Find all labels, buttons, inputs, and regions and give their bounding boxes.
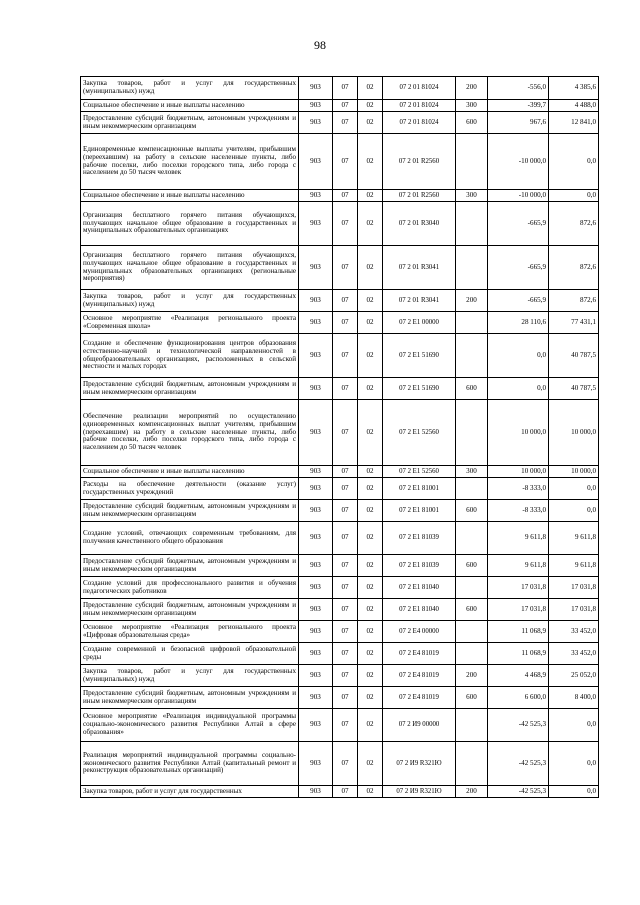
row-name: Организация бесплатного горячего питания обучающихся, получающих начальное общее образование в государственных и муниципальных образовательных организациях (региональные мероприятия)	[81, 246, 299, 290]
row-name: Предоставление субсидий бюджетным, автономным учреждениям и иным некоммерческим организациям	[81, 687, 299, 709]
row-amount-1: 17 031,8	[488, 577, 549, 599]
row-name: Предоставление субсидий бюджетным, автономным учреждениям и иным некоммерческим организациям	[81, 555, 299, 577]
row-amount-2: 8 400,0	[549, 687, 599, 709]
table-row	[81, 466, 599, 478]
row-code: 903	[299, 555, 333, 577]
row-vr	[456, 577, 488, 599]
row-csr: 07 2 E1 81001	[383, 478, 456, 500]
row-amount-2: 0,0	[549, 500, 599, 522]
row-subsection: 02	[358, 555, 383, 577]
row-section: 07	[333, 112, 358, 134]
row-amount-1: 10 000,0	[488, 400, 549, 466]
row-section: 07	[333, 478, 358, 500]
row-section: 07	[333, 786, 358, 798]
row-subsection: 02	[358, 500, 383, 522]
row-amount-2: 9 611,8	[549, 555, 599, 577]
row-name: Создание современной и безопасной цифровой образовательной среды	[81, 643, 299, 665]
row-subsection: 02	[358, 599, 383, 621]
table-row	[81, 786, 599, 798]
row-name: Закупка товаров, работ и услуг для государственных	[81, 786, 299, 798]
row-section: 07	[333, 290, 358, 312]
row-section: 07	[333, 466, 358, 478]
table-row	[81, 687, 599, 709]
row-vr	[456, 202, 488, 246]
row-code: 903	[299, 500, 333, 522]
row-code: 903	[299, 687, 333, 709]
row-subsection: 02	[358, 577, 383, 599]
row-csr: 07 2 E1 81040	[383, 577, 456, 599]
row-vr: 600	[456, 599, 488, 621]
row-csr: 07 2 01 R3041	[383, 246, 456, 290]
page-number: 98	[314, 38, 326, 52]
row-name: Создание условий для профессионального развития и обучения педагогических работников	[81, 577, 299, 599]
row-amount-2: 4 488,0	[549, 100, 599, 112]
row-name: Основное мероприятие «Реализация регионального проекта «Современная школа»	[81, 312, 299, 334]
row-csr: 07 2 И9 R321Ю	[383, 742, 456, 786]
row-subsection: 02	[358, 334, 383, 378]
row-csr: 07 2 E4 81019	[383, 643, 456, 665]
table-row	[81, 665, 599, 687]
row-amount-2: 4 385,6	[549, 77, 599, 100]
row-code: 903	[299, 400, 333, 466]
row-code: 903	[299, 134, 333, 190]
row-csr: 07 2 E4 81019	[383, 687, 456, 709]
row-name: Реализация мероприятий индивидуальной программы социально-экономического развития Республики Алтай (капитальный ремонт и реконструкция образовательных организаций)	[81, 742, 299, 786]
row-amount-2: 0,0	[549, 478, 599, 500]
row-amount-1: -8 333,0	[488, 478, 549, 500]
table-row	[81, 500, 599, 522]
row-csr: 07 2 01 R3041	[383, 290, 456, 312]
row-csr: 07 2 01 81024	[383, 77, 456, 100]
row-name: Основное мероприятие «Реализация индивидуальной программы социально-экономического развития Республики Алтай в сфере образования»	[81, 709, 299, 742]
row-amount-2: 40 787,5	[549, 378, 599, 400]
row-section: 07	[333, 643, 358, 665]
row-vr: 300	[456, 190, 488, 202]
row-code: 903	[299, 100, 333, 112]
row-vr: 300	[456, 466, 488, 478]
row-vr	[456, 334, 488, 378]
row-name: Единовременные компенсационные выплаты учителям, прибывшим (переехавшим) на работу в сельские населенные пункты, либо рабочие поселки, либо поселки городского типа, либо города с населением до 50 тысяч человек	[81, 134, 299, 190]
row-csr: 07 2 E4 81019	[383, 665, 456, 687]
table-row	[81, 621, 599, 643]
row-csr: 07 2 01 81024	[383, 100, 456, 112]
table-row	[81, 742, 599, 786]
row-vr: 600	[456, 555, 488, 577]
row-name: Социальное обеспечение и иные выплаты населению	[81, 100, 299, 112]
row-subsection: 02	[358, 190, 383, 202]
row-code: 903	[299, 522, 333, 555]
row-amount-2: 872,6	[549, 290, 599, 312]
row-amount-1: -10 000,0	[488, 190, 549, 202]
row-section: 07	[333, 599, 358, 621]
row-code: 903	[299, 599, 333, 621]
row-name: Социальное обеспечение и иные выплаты населению	[81, 190, 299, 202]
row-section: 07	[333, 522, 358, 555]
row-csr: 07 2 E1 51690	[383, 378, 456, 400]
row-csr: 07 2 01 R3040	[383, 202, 456, 246]
row-code: 903	[299, 378, 333, 400]
row-code: 903	[299, 466, 333, 478]
row-section: 07	[333, 400, 358, 466]
row-subsection: 02	[358, 77, 383, 100]
row-csr: 07 2 E1 81040	[383, 599, 456, 621]
row-amount-1: -399,7	[488, 100, 549, 112]
row-code: 903	[299, 786, 333, 798]
row-csr: 07 2 E4 00000	[383, 621, 456, 643]
row-amount-2: 25 052,0	[549, 665, 599, 687]
row-amount-1: 9 611,8	[488, 522, 549, 555]
table-row	[81, 522, 599, 555]
row-code: 903	[299, 77, 333, 100]
row-name: Предоставление субсидий бюджетным, автономным учреждениям и иным некоммерческим организациям	[81, 112, 299, 134]
table-row	[81, 599, 599, 621]
row-code: 903	[299, 643, 333, 665]
table-row	[81, 246, 599, 290]
row-name: Создание и обеспечение функционирования центров образования естественно-научной и технологической направленностей в общеобразовательных организациях, расположенных в сельской местности и малых городах	[81, 334, 299, 378]
row-name: Закупка товаров, работ и услуг для государственных (муниципальных) нужд	[81, 290, 299, 312]
row-subsection: 02	[358, 400, 383, 466]
row-code: 903	[299, 577, 333, 599]
row-csr: 07 2 01 R2560	[383, 190, 456, 202]
row-section: 07	[333, 312, 358, 334]
row-vr: 200	[456, 290, 488, 312]
row-vr: 600	[456, 378, 488, 400]
row-amount-2: 9 611,8	[549, 522, 599, 555]
row-code: 903	[299, 246, 333, 290]
row-amount-1: -665,9	[488, 290, 549, 312]
row-section: 07	[333, 190, 358, 202]
row-section: 07	[333, 709, 358, 742]
row-vr	[456, 478, 488, 500]
row-amount-1: 10 000,0	[488, 466, 549, 478]
table-row	[81, 709, 599, 742]
row-csr: 07 2 И9 00000	[383, 709, 456, 742]
row-csr: 07 2 01 R2560	[383, 134, 456, 190]
row-amount-2: 0,0	[549, 709, 599, 742]
row-code: 903	[299, 334, 333, 378]
row-subsection: 02	[358, 786, 383, 798]
row-name: Закупка товаров, работ и услуг для государственных (муниципальных) нужд	[81, 77, 299, 100]
row-vr	[456, 400, 488, 466]
row-csr: 07 2 E1 81039	[383, 522, 456, 555]
row-amount-1: 0,0	[488, 334, 549, 378]
row-section: 07	[333, 100, 358, 112]
row-section: 07	[333, 246, 358, 290]
row-name: Организация бесплатного горячего питания обучающихся, получающих начальное общее образование в государственных и муниципальных образовательных организациях	[81, 202, 299, 246]
row-code: 903	[299, 312, 333, 334]
row-subsection: 02	[358, 665, 383, 687]
row-amount-1: 28 110,6	[488, 312, 549, 334]
row-code: 903	[299, 478, 333, 500]
row-name: Предоставление субсидий бюджетным, автономным учреждениям и иным некоммерческим организациям	[81, 599, 299, 621]
row-amount-2: 872,6	[549, 202, 599, 246]
row-amount-1: -665,9	[488, 246, 549, 290]
row-section: 07	[333, 77, 358, 100]
row-vr: 600	[456, 500, 488, 522]
row-csr: 07 2 E1 81039	[383, 555, 456, 577]
table-row	[81, 190, 599, 202]
row-vr	[456, 312, 488, 334]
row-vr	[456, 246, 488, 290]
row-amount-1: -10 000,0	[488, 134, 549, 190]
row-code: 903	[299, 202, 333, 246]
row-amount-1: 6 600,0	[488, 687, 549, 709]
row-code: 903	[299, 190, 333, 202]
row-name: Социальное обеспечение и иные выплаты населению	[81, 466, 299, 478]
row-section: 07	[333, 742, 358, 786]
row-code: 903	[299, 290, 333, 312]
row-subsection: 02	[358, 478, 383, 500]
row-amount-2: 0,0	[549, 190, 599, 202]
row-vr	[456, 643, 488, 665]
row-amount-1: 11 068,9	[488, 643, 549, 665]
row-vr: 200	[456, 77, 488, 100]
row-subsection: 02	[358, 742, 383, 786]
table-row	[81, 312, 599, 334]
row-amount-2: 33 452,0	[549, 643, 599, 665]
row-name: Основное мероприятие «Реализация регионального проекта «Цифровая образовательная среда»	[81, 621, 299, 643]
row-amount-1: -665,9	[488, 202, 549, 246]
row-section: 07	[333, 555, 358, 577]
row-amount-2: 77 431,1	[549, 312, 599, 334]
row-name: Закупка товаров, работ и услуг для государственных (муниципальных) нужд	[81, 665, 299, 687]
row-amount-2: 17 031,8	[549, 599, 599, 621]
row-subsection: 02	[358, 709, 383, 742]
row-code: 903	[299, 665, 333, 687]
row-section: 07	[333, 665, 358, 687]
row-amount-1: 11 068,9	[488, 621, 549, 643]
row-csr: 07 2 E1 52560	[383, 466, 456, 478]
row-amount-1: -556,0	[488, 77, 549, 100]
row-vr: 200	[456, 786, 488, 798]
row-vr	[456, 742, 488, 786]
row-subsection: 02	[358, 466, 383, 478]
budget-table-body	[81, 77, 599, 798]
row-csr: 07 2 E1 81001	[383, 500, 456, 522]
row-code: 903	[299, 112, 333, 134]
row-subsection: 02	[358, 522, 383, 555]
row-subsection: 02	[358, 112, 383, 134]
row-amount-1: 4 468,9	[488, 665, 549, 687]
table-row	[81, 400, 599, 466]
row-amount-2: 0,0	[549, 786, 599, 798]
row-name: Расходы на обеспечение деятельности (оказание услуг) государственных учреждений	[81, 478, 299, 500]
row-amount-2: 40 787,5	[549, 334, 599, 378]
table-row	[81, 643, 599, 665]
row-code: 903	[299, 621, 333, 643]
row-amount-1: 0,0	[488, 378, 549, 400]
row-subsection: 02	[358, 312, 383, 334]
row-vr	[456, 621, 488, 643]
table-row	[81, 478, 599, 500]
table-row	[81, 555, 599, 577]
row-section: 07	[333, 334, 358, 378]
row-section: 07	[333, 134, 358, 190]
row-subsection: 02	[358, 246, 383, 290]
row-section: 07	[333, 687, 358, 709]
row-amount-2: 0,0	[549, 134, 599, 190]
row-vr	[456, 522, 488, 555]
row-amount-2: 872,6	[549, 246, 599, 290]
row-amount-1: -8 333,0	[488, 500, 549, 522]
row-section: 07	[333, 500, 358, 522]
row-section: 07	[333, 378, 358, 400]
row-amount-1: 9 611,8	[488, 555, 549, 577]
row-amount-2: 33 452,0	[549, 621, 599, 643]
row-name: Обеспечение реализации мероприятий по осуществлению единовременных компенсационных выплат учителям, прибывшим (переехавшим) на работу в сельские населенные пункты, либо рабочие поселки, либо поселки городского типа, либо города с населением до 50 тысяч человек	[81, 400, 299, 466]
table-row	[81, 77, 599, 100]
row-amount-1: 967,6	[488, 112, 549, 134]
row-vr	[456, 709, 488, 742]
row-csr: 07 2 И9 R321Ю	[383, 786, 456, 798]
row-amount-2: 10 000,0	[549, 400, 599, 466]
row-vr: 300	[456, 100, 488, 112]
row-name: Предоставление субсидий бюджетным, автономным учреждениям и иным некоммерческим организациям	[81, 500, 299, 522]
row-subsection: 02	[358, 202, 383, 246]
row-vr: 600	[456, 112, 488, 134]
row-subsection: 02	[358, 378, 383, 400]
row-csr: 07 2 01 81024	[383, 112, 456, 134]
row-amount-2: 17 031,8	[549, 577, 599, 599]
table-row	[81, 112, 599, 134]
row-subsection: 02	[358, 100, 383, 112]
table-row	[81, 202, 599, 246]
row-name: Предоставление субсидий бюджетным, автономным учреждениям и иным некоммерческим организациям	[81, 378, 299, 400]
row-subsection: 02	[358, 643, 383, 665]
row-amount-1: 17 031,8	[488, 599, 549, 621]
row-csr: 07 2 E1 00000	[383, 312, 456, 334]
row-amount-2: 10 000,0	[549, 466, 599, 478]
row-vr: 200	[456, 665, 488, 687]
row-amount-1: -42 525,3	[488, 786, 549, 798]
table-row	[81, 334, 599, 378]
row-code: 903	[299, 709, 333, 742]
row-subsection: 02	[358, 134, 383, 190]
table-row	[81, 577, 599, 599]
row-subsection: 02	[358, 290, 383, 312]
row-subsection: 02	[358, 621, 383, 643]
row-amount-2: 12 841,0	[549, 112, 599, 134]
row-vr: 600	[456, 687, 488, 709]
table-row	[81, 290, 599, 312]
row-csr: 07 2 E1 51690	[383, 334, 456, 378]
row-csr: 07 2 E1 52560	[383, 400, 456, 466]
budget-table	[80, 76, 599, 798]
table-row	[81, 134, 599, 190]
row-vr	[456, 134, 488, 190]
row-section: 07	[333, 202, 358, 246]
row-name: Создание условий, отвечающих современным требованиям, для получения качественного общего образования	[81, 522, 299, 555]
row-amount-2: 0,0	[549, 742, 599, 786]
row-subsection: 02	[358, 687, 383, 709]
row-amount-1: -42 525,3	[488, 742, 549, 786]
table-row	[81, 378, 599, 400]
row-section: 07	[333, 577, 358, 599]
row-code: 903	[299, 742, 333, 786]
table-row	[81, 100, 599, 112]
row-section: 07	[333, 621, 358, 643]
row-amount-1: -42 525,3	[488, 709, 549, 742]
